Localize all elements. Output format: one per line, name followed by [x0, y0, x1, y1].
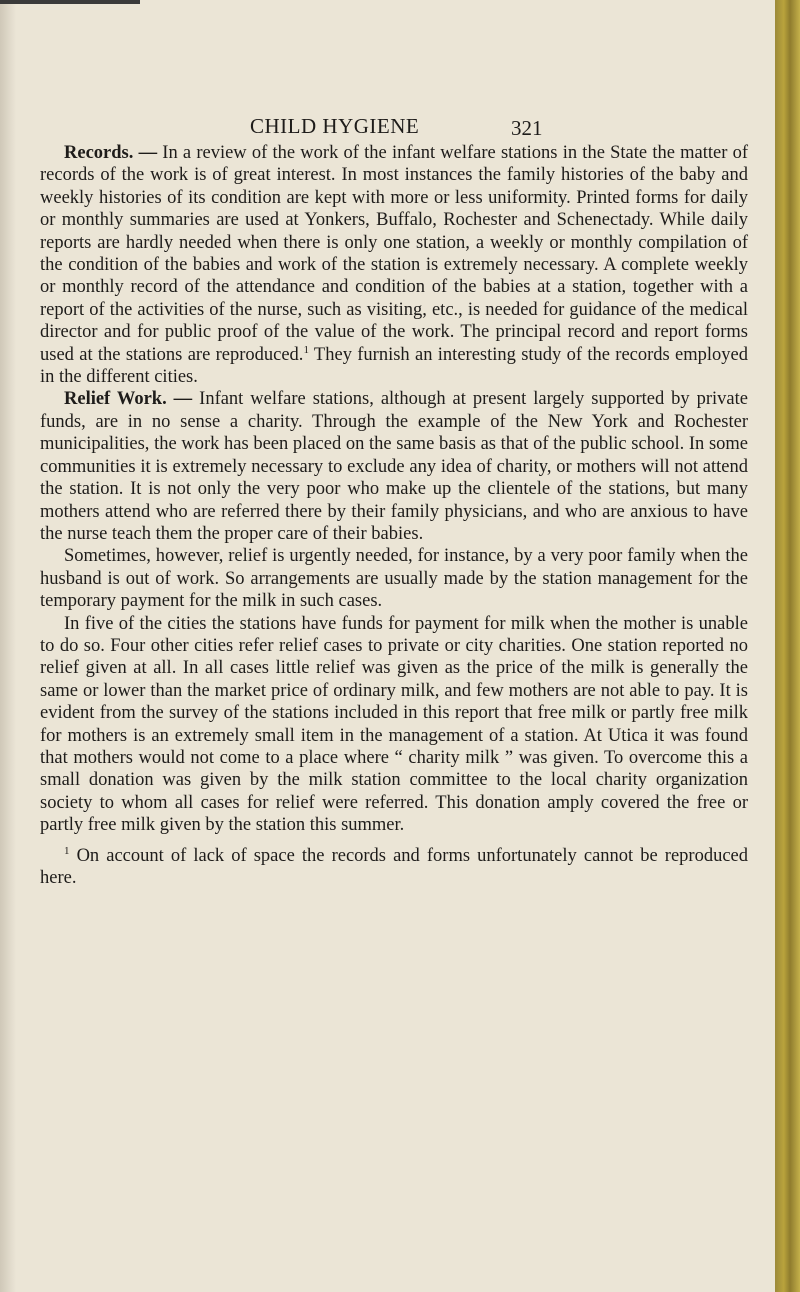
running-title: CHILD HYGIENE: [250, 114, 420, 138]
binding-shadow: [0, 0, 16, 1292]
paragraph-text: Sometimes, however, relief is urgently needed, for instance, by a very poor family when the husband is out of work. So arrangements are usually made by the station management for the temporary payment for the milk in such cases.: [40, 546, 748, 612]
section-heading-records: Records. —: [64, 143, 158, 163]
footnote-text: On account of lack of space the records and forms unfortunately cannot be reproduced here.: [40, 845, 748, 888]
body-text: [40, 142, 748, 889]
paragraph-five-cities: [40, 613, 748, 837]
running-head: [0, 114, 775, 142]
paragraph-sometimes: [40, 545, 748, 612]
page-number: 321: [511, 116, 543, 140]
section-heading-relief-work: Relief Work. —: [64, 389, 193, 410]
book-edge-strip: [775, 0, 800, 1292]
footnote: [40, 845, 748, 890]
paragraph-relief-work: [40, 388, 748, 545]
footnote-reference: 1: [303, 343, 309, 356]
top-edge-mark: [0, 0, 140, 4]
paragraph-text: In five of the cities the stations have funds for payment for milk when the mother is unable to do so. Four other cities refer relief cases to private or city charities. One station reported no relief given at all. In all cases little relief was given as the price of the milk is generally the same or lower than the market price of ordinary milk, and few mothers are not able to pay. It is evident from the survey of the stations included in this report that free milk or partly free milk for mothers is an extremely small item in the management of a station. At Utica it was found that mothers would not come to a place where “ charity milk ” was given. To overcome this a small donation was given by the milk station committee to the local charity organization society to whom all cases for relief were referred. This donation amply covered the free or partly free milk given by the station this summer.: [40, 613, 748, 836]
paragraph-text: Infant welfare stations, although at present largely supported by private funds, are in no sense a charity. Through the example of the New York and Rochester municipalities, the work has been placed on the same basis as that of the public school. In some communities it is extremely necessary to exclude any idea of charity, or mothers will not attend the station. It is not only the very poor who make up the clientele of the stations, but many mothers attend who are referred there by their family physicians, and who are anxious to have the nurse teach them the proper care of their babies.: [40, 389, 748, 544]
paragraph-records: [40, 142, 748, 388]
paragraph-text-continued: They furnish an interesting study of the records employed in the different cities.: [40, 344, 748, 388]
paragraph-text: In a review of the work of the infant welfare stations in the State the matter of records of the work is of great interest. In most instances the family histories of the baby and weekly histories of its condition are kept with more or less uniformity. Printed forms for daily or monthly summaries are used at Yonkers, Buffalo, Rochester and Schenectady. While daily reports are hardly needed when there is only one station, a weekly or monthly compilation of the condition of the babies and work of the station is extremely necessary. A complete weekly or monthly record of the attendance and condition of the babies at a station, together with a report of the activities of the nurse, such as visiting, etc., is needed for guidance of the medical director and for public proof of the value of the work. The principal record and report forms used at the stations are reproduced.: [40, 143, 749, 365]
footnote-marker: 1: [64, 844, 70, 857]
